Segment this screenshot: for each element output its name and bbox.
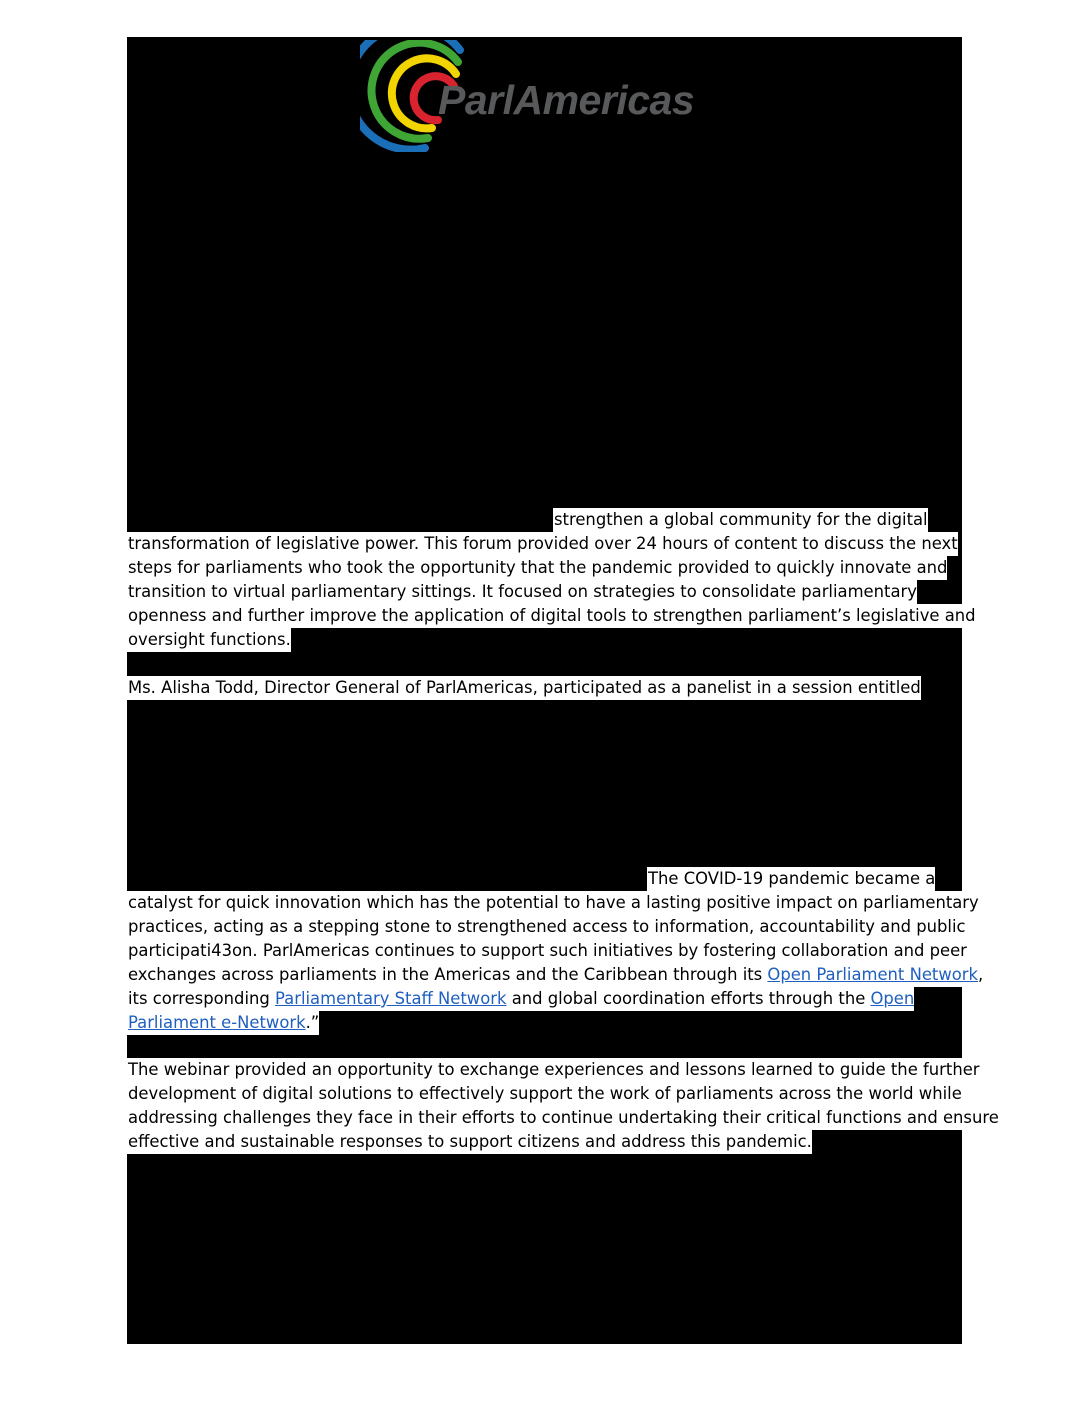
parlamericas-logo <box>360 40 750 152</box>
para3-line-6 <box>127 987 914 1011</box>
para3-line-6-text: its corresponding <box>128 989 276 1008</box>
para3-line-7 <box>127 1011 319 1035</box>
para1-line-5: openness and further improve the application of digital tools to strengthen parliament’s legislative and <box>127 604 976 628</box>
open-parliament-e-network-link-part2[interactable]: Parliament e-Network <box>128 1013 306 1032</box>
para3-line-7-tail: .” <box>305 1013 320 1032</box>
para1-line-2: transformation of legislative power. This forum provided over 24 hours of content to discuss the next <box>127 532 958 556</box>
para3-line-4: participati43on. ParlAmericas continues to support such initiatives by fostering collaboration and peer <box>127 939 967 963</box>
para3-line-6-mid: and global coordination efforts through the <box>506 989 871 1008</box>
para1-line-4: transition to virtual parliamentary sittings. It focused on strategies to consolidate parliamentary <box>127 580 917 604</box>
parliamentary-staff-network-link[interactable]: Parliamentary Staff Network <box>275 989 507 1008</box>
para4-line-2: development of digital solutions to effectively support the work of parliaments across the world while <box>127 1082 962 1106</box>
para3-line-2: catalyst for quick innovation which has the potential to have a lasting positive impact on parliamentary <box>127 891 979 915</box>
para1-line-1: strengthen a global community for the digital <box>553 508 928 532</box>
para1-line-3: steps for parliaments who took the opportunity that the pandemic provided to quickly innovate and <box>127 556 947 580</box>
logo-text: ParlAmericas <box>438 77 695 123</box>
para3-line-5-text: exchanges across parliaments in the Americas and the Caribbean through its <box>128 965 768 984</box>
para4-line-3: addressing challenges they face in their efforts to continue undertaking their critical functions and ensure <box>127 1106 999 1130</box>
para4-line-4: effective and sustainable responses to support citizens and address this pandemic. <box>127 1130 812 1154</box>
para3-line-3: practices, acting as a stepping stone to strengthened access to information, accountability and public <box>127 915 966 939</box>
para3-line-5-tail: , <box>978 965 984 984</box>
para4-line-1: The webinar provided an opportunity to exchange experiences and lessons learned to guide the further <box>127 1058 980 1082</box>
para3-line-1: The COVID-19 pandemic became a <box>647 867 935 891</box>
open-parliament-network-link[interactable]: Open Parliament Network <box>767 965 979 984</box>
para1-line-6: oversight functions. <box>127 628 291 652</box>
para2-line-1: Ms. Alisha Todd, Director General of ParlAmericas, participated as a panelist in a session entitled <box>127 676 921 700</box>
open-parliament-e-network-link-part1[interactable]: Open <box>870 989 915 1008</box>
para3-line-5 <box>127 963 983 987</box>
